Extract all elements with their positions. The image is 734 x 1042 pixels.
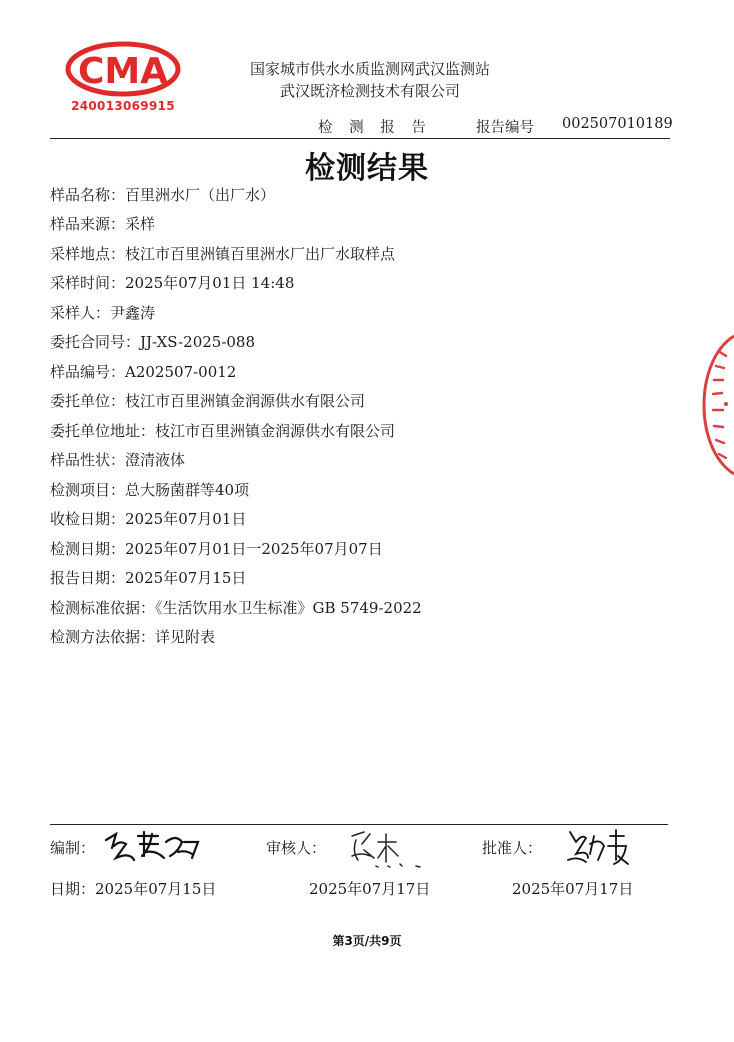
field-sample-name	[50, 185, 275, 205]
field-receipt-date	[50, 509, 246, 529]
field-sampler	[50, 303, 155, 323]
field-label: 样品性状：	[50, 451, 126, 469]
field-value: 2025年07月01日一2025年07月07日	[125, 540, 383, 558]
field-label: 样品编号：	[50, 363, 126, 381]
field-value: 采样	[125, 215, 156, 233]
seal-stamp-partial	[696, 330, 734, 480]
field-client-address	[50, 421, 395, 441]
report-number-label: 报告编号	[476, 120, 534, 136]
field-value: 百里洲水厂（出厂水）	[125, 186, 276, 204]
field-label: 采样时间：	[50, 274, 126, 292]
field-value: 《生活饮用水卫生标准》GB 5749-2022	[155, 599, 422, 617]
field-label: 报告日期：	[50, 569, 126, 587]
date-value: 2025年07月15日	[95, 880, 217, 898]
reviewer-signature	[346, 826, 430, 870]
field-value: 总大肠菌群等40项	[125, 481, 250, 499]
field-value: 尹鑫涛	[110, 304, 156, 322]
field-label: 检测标准依据：	[50, 599, 156, 617]
field-sampling-location	[50, 244, 395, 264]
field-sample-state	[50, 450, 185, 470]
signature-divider	[50, 824, 668, 825]
field-label: 委托单位地址：	[50, 422, 156, 440]
organization-name-secondary: 武汉既济检测技术有限公司	[279, 82, 460, 100]
field-label: 收检日期：	[50, 510, 126, 528]
field-value: 2025年07月01日	[125, 510, 247, 528]
field-value: 枝江市百里洲镇金润源供水有限公司	[125, 392, 366, 410]
field-value: 详见附表	[155, 628, 216, 646]
field-client	[50, 391, 365, 411]
field-label: 委托单位：	[50, 392, 126, 410]
field-label: 委托合同号：	[50, 333, 141, 351]
cma-certificate-number: 240013069915	[71, 99, 175, 113]
field-value: 澄清液体	[125, 451, 186, 469]
date-label: 日期：	[50, 880, 96, 898]
field-label: 样品名称：	[50, 186, 126, 204]
field-contract-number	[50, 332, 255, 352]
field-sample-number	[50, 362, 236, 382]
field-test-date	[50, 539, 383, 559]
report-number: 002507010189	[562, 116, 673, 132]
field-value: 2025年07月01日 14:48	[125, 274, 295, 292]
header-divider	[50, 138, 670, 139]
field-value: 枝江市百里洲镇金润源供水有限公司	[155, 422, 396, 440]
approver-label: 批准人：	[482, 839, 543, 857]
approver-signature	[562, 826, 638, 870]
field-label: 采样地点：	[50, 245, 126, 263]
page-title: 检测结果	[305, 151, 429, 186]
editor-date	[50, 878, 216, 899]
field-standard-basis	[50, 598, 422, 618]
cma-logo-lettering: CMA	[77, 51, 169, 92]
field-label: 检测日期：	[50, 540, 126, 558]
field-value: JJ-XS-2025-088	[140, 333, 256, 351]
field-method-basis	[50, 627, 215, 647]
field-report-date	[50, 568, 246, 588]
reviewer-label: 审核人：	[266, 839, 327, 857]
reviewer-date: 2025年07月17日	[309, 880, 431, 898]
field-test-items	[50, 480, 249, 500]
field-label: 样品来源：	[50, 215, 126, 233]
field-label: 检测方法依据：	[50, 628, 156, 646]
field-label: 采样人：	[50, 304, 111, 322]
field-sampling-time	[50, 273, 294, 293]
editor-signature	[100, 826, 204, 868]
editor-label: 编制：	[50, 839, 96, 857]
approver-date: 2025年07月17日	[512, 880, 634, 898]
field-label: 检测项目：	[50, 481, 126, 499]
field-sample-source	[50, 214, 155, 234]
page-number: 第3页/共9页	[332, 934, 402, 948]
field-value: 2025年07月15日	[125, 569, 247, 587]
field-value: A202507-0012	[125, 363, 237, 381]
organization-name-primary: 国家城市供水水质监测网武汉监测站	[249, 60, 490, 78]
field-value: 枝江市百里洲镇百里洲水厂出厂水取样点	[125, 245, 396, 263]
report-type-label: 检 测 报 告	[318, 120, 432, 136]
